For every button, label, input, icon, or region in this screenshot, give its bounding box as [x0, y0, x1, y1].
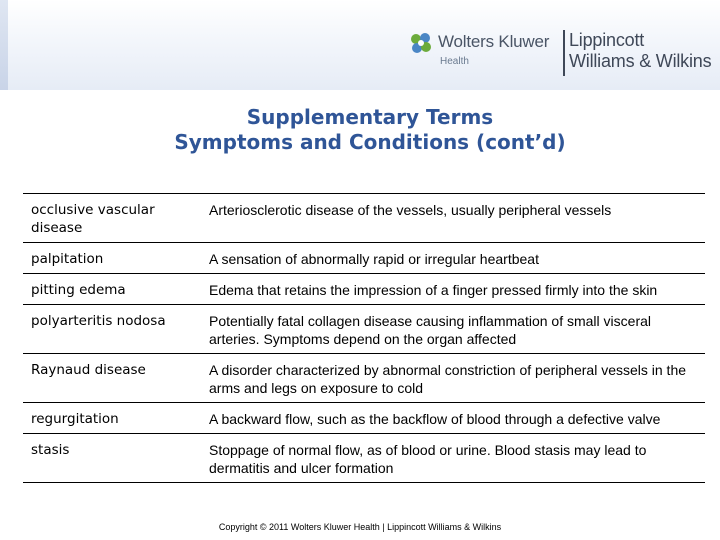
copyright-footer: Copyright © 2011 Wolters Kluwer Health | Lippincott Williams & Wilkins: [218, 522, 502, 532]
wolters-kluwer-logo-icon: [408, 30, 434, 56]
table-row: [23, 305, 705, 354]
term-cell: occlusive vascular disease: [31, 202, 155, 236]
left-accent-bar: [0, 0, 8, 90]
table-row: [23, 354, 705, 403]
partner-name: [569, 30, 711, 72]
title-line-2: Symptoms and Conditions (cont’d): [174, 130, 566, 154]
term-cell: regurgitation: [31, 411, 119, 427]
partner-line-2: Williams & Wilkins: [569, 51, 712, 71]
slide-title: [60, 105, 680, 155]
table-row: [23, 194, 705, 243]
definition-cell: A backward flow, such as the backflow of blood through a defective valve: [209, 411, 661, 427]
logo-divider: [563, 30, 565, 76]
definition-cell: Arteriosclerotic disease of the vessels, usually peripheral vessels: [209, 202, 612, 218]
definition-cell: Potentially fatal collagen disease causing inflammation of small visceral arteries. Symptoms depend on the organ affected: [209, 313, 651, 347]
partner-line-1: Lippincott: [569, 30, 645, 50]
brand-name: Wolters Kluwer: [438, 32, 550, 51]
title-line-1: Supplementary Terms: [246, 105, 494, 129]
table-row: [23, 243, 705, 274]
definition-cell: Stoppage of normal flow, as of blood or urine. Blood stasis may lead to dermatitis and ulcer formation: [209, 442, 647, 476]
terms-table: [23, 193, 705, 483]
definition-cell: A disorder characterized by abnormal constriction of peripheral vessels in the arms and legs on exposure to cold: [209, 362, 687, 396]
term-cell: pitting edema: [31, 282, 126, 298]
table-row: [23, 274, 705, 305]
definition-cell: A sensation of abnormally rapid or irregular heartbeat: [209, 251, 539, 267]
term-cell: Raynaud disease: [31, 362, 146, 378]
brand-subtitle: Health: [440, 56, 469, 67]
term-cell: palpitation: [31, 251, 104, 267]
table-row: [23, 434, 705, 483]
definition-cell: Edema that retains the impression of a finger pressed firmly into the skin: [209, 282, 658, 298]
term-cell: polyarteritis nodosa: [31, 313, 166, 329]
term-cell: stasis: [31, 442, 70, 458]
table-row: [23, 403, 705, 434]
